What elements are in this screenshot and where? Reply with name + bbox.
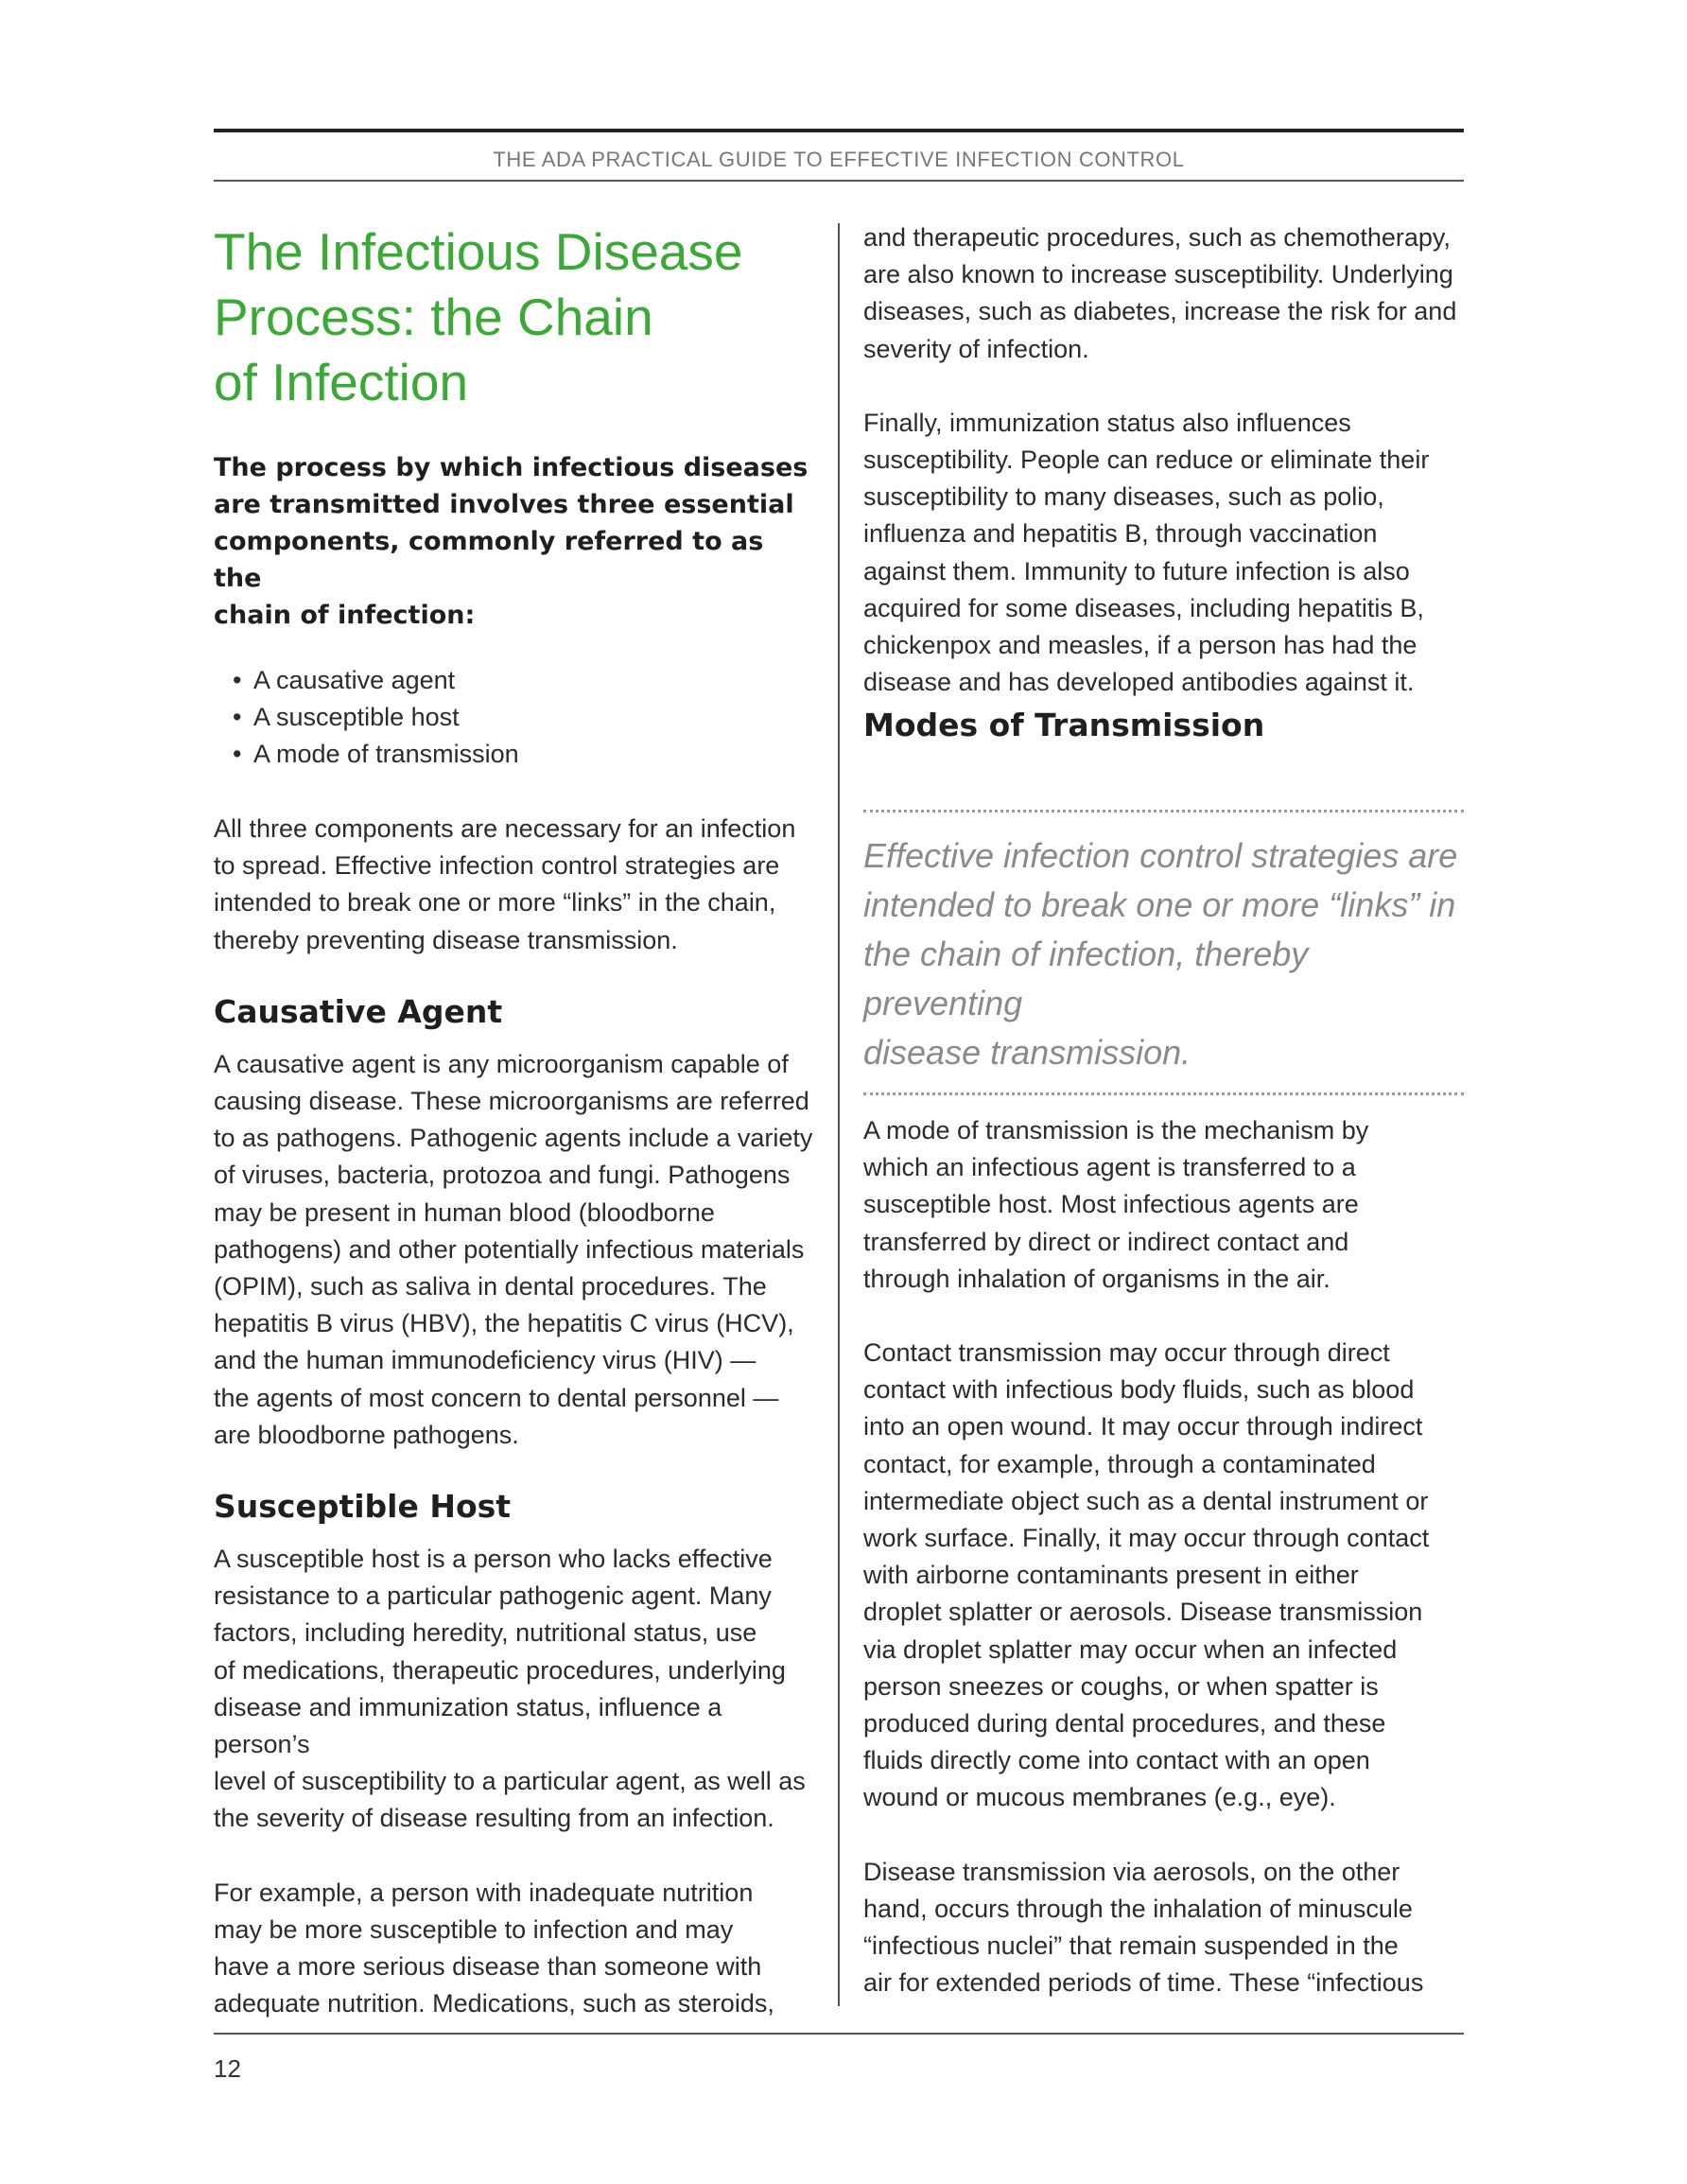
title-line: The Infectious Disease [214, 222, 743, 281]
text-line: disease transmission. [863, 1033, 1191, 1072]
pull-quote-rule-bottom [863, 1092, 1464, 1095]
continued-paragraph [863, 219, 1464, 368]
title-line: of Infection [214, 353, 469, 411]
text-line: pathogens) and other potentially infectious materials [214, 1234, 805, 1264]
text-line: level of susceptibility to a particular agent, as well as [214, 1767, 806, 1796]
text-line: wound or mucous membranes (e.g., eye). [863, 1783, 1336, 1812]
text-line: All three components are necessary for an infection [214, 814, 796, 843]
footer-rule [214, 2033, 1464, 2035]
text-line: hepatitis B virus (HBV), the hepatitis C virus (HCV), [214, 1309, 794, 1338]
text-line: susceptibility to many diseases, such as polio, [863, 482, 1384, 512]
bullet-icon: • [233, 740, 242, 768]
title-line: Process: the Chain [214, 288, 653, 346]
text-line: hand, occurs through the inhalation of minuscule [863, 1894, 1413, 1923]
text-line: The process by which infectious diseases [214, 453, 809, 482]
text-line: susceptible host. Most infectious agents are [863, 1190, 1359, 1219]
text-line: adequate nutrition. Medications, such as steroids, [214, 1989, 774, 2018]
text-line: air for extended periods of time. These “infectious [863, 1968, 1424, 1998]
text-line: A susceptible host is a person who lacks effective [214, 1545, 773, 1574]
text-line: A causative agent is any microorganism capable of [214, 1049, 789, 1078]
text-line: through inhalation of organisms in the air. [863, 1264, 1330, 1293]
list-item [214, 736, 819, 773]
right-column-lower [863, 1112, 1464, 2001]
heading-susceptible-host: Susceptible Host [214, 1488, 512, 1526]
text-line: intermediate object such as a dental instrument or [863, 1486, 1429, 1515]
text-line: chain of infection: [214, 601, 476, 630]
text-line: diseases, such as diabetes, increase the risk for and [863, 297, 1457, 326]
text-line: are bloodborne pathogens. [214, 1420, 519, 1449]
text-line: of medications, therapeutic procedures, underlying [214, 1655, 786, 1685]
text-line: Effective infection control strategies are [863, 836, 1458, 875]
text-line: (OPIM), such as saliva in dental procedures. The [214, 1272, 767, 1302]
pull-quote-text [863, 831, 1464, 1077]
text-line: contact, for example, through a contaminated [863, 1449, 1376, 1478]
text-line: severity of infection. [863, 334, 1089, 363]
bullet-icon: • [233, 666, 242, 694]
text-line: contact with infectious body fluids, such as blood [863, 1375, 1415, 1405]
header-rule-bottom [214, 180, 1464, 182]
nutrition-paragraph [214, 1875, 819, 2023]
pull-quote-rule-top [863, 810, 1464, 812]
text-line: Contact transmission may occur through direct [863, 1338, 1390, 1368]
text-line: transferred by direct or indirect contact and [863, 1227, 1349, 1256]
header-rule-top [214, 129, 1464, 132]
contact-transmission-paragraph [863, 1335, 1464, 1817]
text-line: resistance to a particular pathogenic agent. Many [214, 1581, 772, 1611]
page-title [214, 219, 819, 415]
text-line: chickenpox and measles, if a person has had the [863, 631, 1417, 660]
text-line: to spread. Effective infection control strategies are [214, 851, 780, 881]
text-line: For example, a person with inadequate nutrition [214, 1878, 754, 1907]
text-line: via droplet splatter may occur when an infected [863, 1634, 1398, 1664]
aerosol-transmission-paragraph [863, 1854, 1464, 2002]
page-number: 12 [214, 2054, 241, 2083]
text-line: intended to break one or more “links” in the chain, [214, 888, 776, 917]
list-item-label: A mode of transmission [253, 740, 519, 768]
text-line: fluids directly come into contact with an open [863, 1746, 1370, 1775]
text-line: may be present in human blood (bloodborne [214, 1197, 715, 1227]
text-line: the agents of most concern to dental personnel — [214, 1383, 779, 1412]
text-line: thereby preventing disease transmission. [214, 925, 678, 954]
text-line: disease and has developed antibodies against it. [863, 668, 1415, 697]
running-head: THE ADA PRACTICAL GUIDE TO EFFECTIVE INFECTION CONTROL [493, 148, 1185, 171]
susceptible-host-paragraph [214, 1541, 819, 1838]
text-line: with airborne contaminants present in either [863, 1561, 1359, 1590]
text-line: components, commonly referred to as the [214, 527, 764, 593]
right-column [863, 219, 1464, 760]
text-line: causing disease. These microorganisms are referred [214, 1087, 809, 1116]
text-line: acquired for some diseases, including hepatitis B, [863, 593, 1424, 622]
text-line: disease and immunization status, influence a person’s [214, 1692, 722, 1759]
list-item-label: A susceptible host [253, 703, 460, 731]
text-line: to as pathogens. Pathogenic agents include a variety [214, 1124, 813, 1153]
immunization-paragraph [863, 405, 1464, 702]
text-line: of viruses, bacteria, protozoa and fungi. Pathogens [214, 1161, 791, 1190]
heading-causative-agent: Causative Agent [214, 992, 503, 1030]
text-line: the severity of disease resulting from an infection. [214, 1804, 774, 1833]
text-line: work surface. Finally, it may occur through contact [863, 1524, 1430, 1553]
text-line: are also known to increase susceptibility. Underlying [863, 260, 1453, 289]
text-line: are transmitted involves three essential [214, 490, 794, 519]
text-line: factors, including heredity, nutritional status, use [214, 1618, 757, 1648]
chain-components-list [214, 662, 819, 773]
text-line: which an infectious agent is transferred to a [863, 1153, 1356, 1182]
text-line: against them. Immunity to future infection is also [863, 556, 1410, 585]
text-line: may be more susceptible to infection and may [214, 1914, 734, 1944]
text-line: the chain of infection, thereby preventing [863, 935, 1309, 1022]
causative-agent-paragraph [214, 1046, 819, 1454]
list-item [214, 699, 819, 736]
pull-quote [863, 810, 1464, 1095]
list-item-label: A causative agent [253, 666, 456, 694]
text-line: susceptibility. People can reduce or eliminate their [863, 446, 1430, 475]
text-line: intended to break one or more “links” in [863, 885, 1456, 924]
text-line: and therapeutic procedures, such as chemotherapy, [863, 223, 1451, 252]
intro-paragraph [214, 811, 819, 959]
left-column [214, 219, 819, 2022]
text-line: person sneezes or coughs, or when spatter is [863, 1671, 1379, 1701]
text-line: “infectious nuclei” that remain suspended in the [863, 1931, 1399, 1961]
text-line: Finally, immunization status also influences [863, 408, 1351, 437]
text-line: have a more serious disease than someone with [214, 1952, 762, 1982]
text-line: into an open wound. It may occur through indirect [863, 1412, 1423, 1441]
text-line: Disease transmission via aerosols, on the other [863, 1857, 1400, 1886]
lead-paragraph [214, 449, 819, 634]
bullet-icon: • [233, 703, 242, 731]
text-line: droplet splatter or aerosols. Disease transmission [863, 1598, 1423, 1627]
text-line: influenza and hepatitis B, through vaccination [863, 519, 1378, 549]
column-divider [838, 223, 840, 2006]
text-line: and the human immunodeficiency virus (HIV) — [214, 1346, 757, 1375]
mode-definition-paragraph [863, 1112, 1464, 1298]
text-line: produced during dental procedures, and these [863, 1709, 1386, 1738]
list-item [214, 662, 819, 699]
heading-modes-of-transmission: Modes of Transmission [863, 707, 1265, 744]
text-line: A mode of transmission is the mechanism by [863, 1116, 1369, 1144]
